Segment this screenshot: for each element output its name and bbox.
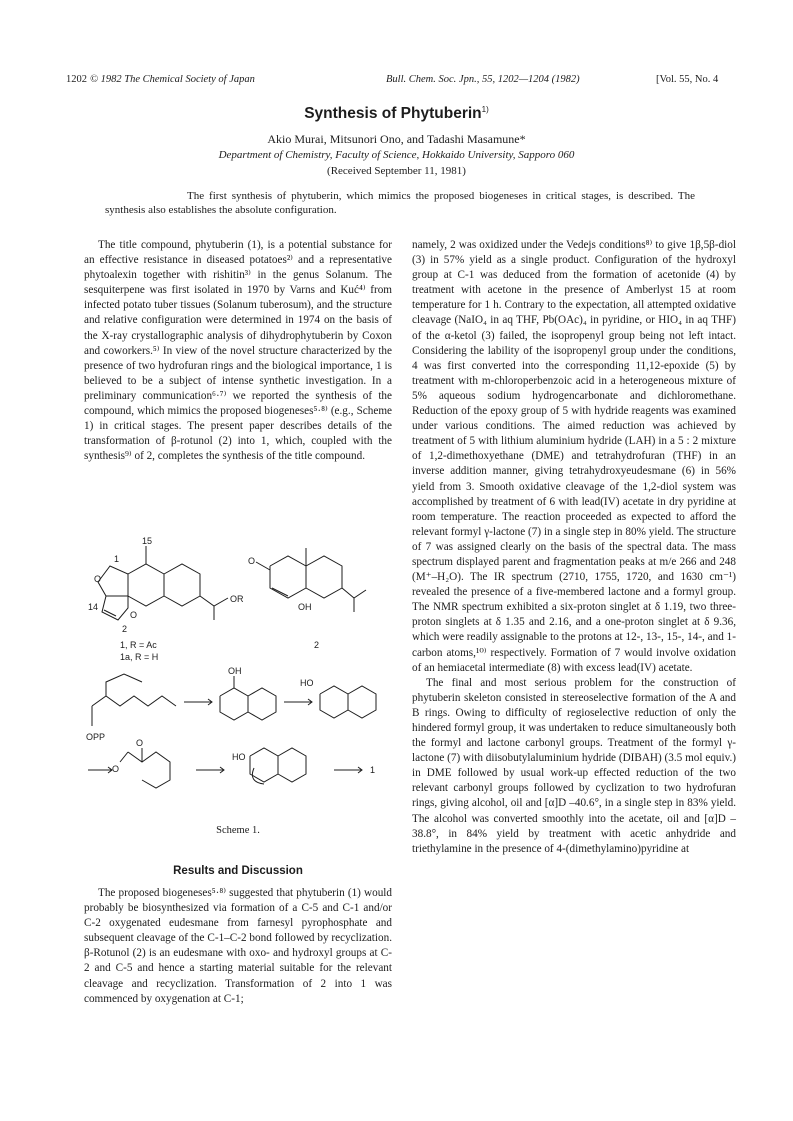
- label-o-ketone: O: [248, 556, 256, 566]
- title-footnote-marker: 1): [481, 105, 489, 114]
- paper-title: [0, 105, 793, 123]
- label-compound-2: 2: [314, 640, 320, 650]
- label-c1: 1: [114, 554, 120, 564]
- label-ho-cyclization: HO: [232, 752, 246, 762]
- scheme-caption: Scheme 1.: [216, 825, 260, 836]
- right-paragraph-2: The final and most serious problem for the construction of phytuberin skeleton consisted in stereoselective formation of the A and B rings. Owing to difficulty of regioselective reduction of only the hindered formyl group, it was undertaken to reduce simultaneously both the formyl and lactone carbonyl groups. Treatment of the formyl γ-lactone (7) with diisobutylaluminium hydride (DIBAH) (3.5 mol equiv.) in DME followed by usual work-up effected reduction of the two relevant carbonyl groups followed by cyclization to two hydrofuran rings, giving alcohol, oil and [α]D –40.6°, in a single step in 83% yield. The alcohol was converted smoothly into the acetate, oil and [α]D –38.8°, in 84% yield by treatment with acetic anhydride and triethylamine in the presence of 4-(dimethylamino)pyridine at: [412, 676, 736, 855]
- eudesmane-intermediate-1: [220, 676, 276, 720]
- right-column: [412, 238, 736, 857]
- label-o-ring-2: O: [130, 610, 138, 620]
- page-number: 1202: [66, 74, 87, 85]
- intro-paragraph: The title compound, phytuberin (1), is a potential substance for an effective resistance in diseased potatoes²⁾ and a representative phytoalexin together with rishitin³⁾ in the genus Solanum. The sesquiterpene was first isolated in 1970 by Varns and Kuć⁴⁾ from infected potato tuber tissues (Solanum tuberosum), and the structure and relative configuration were determined in 1974 on the basis of the X-ray crystallographic analysis of dihydrophytuberin by Coxon and coworkers.⁵⁾ In view of the novel structure characterized by the presence of two hydrofuran rings and the biological importance, 1 is believed to be a subject of intense synthetic investigation. In a preliminary communication⁶·⁷⁾ we reported the synthesis of the compound, which mimics the proposed biogeneses⁵·⁸⁾ (e.g., Scheme 1) in critical stages. The present paper describes details of the transformation of β-rotunol (2) into 1, which, coupled with the synthesis⁹⁾ of 2, completes the synthesis of the title compound.: [84, 239, 392, 463]
- received-date: (Received September 11, 1981): [327, 165, 466, 177]
- running-header: [66, 74, 766, 90]
- label-c14: 14: [88, 602, 99, 612]
- label-final-product: 1: [370, 765, 376, 775]
- scheme-structures: [84, 536, 392, 826]
- section-heading-results: Results and Discussion: [173, 865, 303, 877]
- label-compound-1a: 1a, R = H: [120, 652, 159, 662]
- seco-aldehyde-structure: [120, 748, 170, 788]
- label-oh-2: OH: [298, 602, 312, 612]
- label-c15: 15: [142, 536, 153, 546]
- right-paragraph-1: namely, 2 was oxidized under the Vedejs conditions⁸⁾ to give 1β,5β-diol (3) in 57% yield as a single product. Configuration of the hydroxyl group at C-1 was deduced from the formation of acetonide (4) by treatment with acetone in the presence of Amberlyst 15 at room temperature for 1 h. Contrary to the expectation, all attempted oxidative cleavage (NaIO₄ in aq THF, Pb(OAc)₄ in pyridine, or HIO₄ in aq THF) of the α-ketol (3) failed, the isopropenyl group being not left intact. Considering the lability of the isopropenyl group under the conditions, 4 was first converted into the corresponding 11,12-epoxide (5) by treatment with m-chloroperbenzoic acid in a heterogeneous mixture of 5% aqueous sodium hydrogencarbonate and dichloromethane. Reduction of the epoxy group of 5 with hydride reagents was examined under various conditions. The aimed reduction was achieved by treatment of 5 with lithium aluminium hydride (LAH) in a 5 : 2 mixture of 1,2-dimethoxyethane (DME) and tetrahydrofuran (THF) in an inverse addition manner, giving tetrahydroxyeudesmane (6) in 56% yield from 3. Smooth oxidative cleavage of the 1,2-diol system was accomplished by treatment of 6 with lead(IV) acetate in dry pyridine at room temperature. The reaction proceeded as expected to afford the relevant formyl γ-lactone (7) in a single step in 80% yield. The structure of 7 was assigned clearly on the basis of the spectral data. The mass spectrum displayed parent and fragmentation peaks at m/e 266 and 248 (M⁺–H₂O). The IR spectrum (2710, 1755, 1720, and 1630 cm⁻¹) revealed the presence of a five-membered lactone and a formyl group. The NMR spectrum exhibited a six-proton singlet at δ 1.19, two three-proton singlets at δ 1.35 and 2.16, and a one-proton singlet at δ 9.36, which were readily assignable to the protons at 12-, 13-, 15-, 14-, and 1-carbon atoms,¹⁰⁾ respectively. Formation of 7 would involve oxidation of an hemiacetal intermediate (8) with excess lead(IV) acetate.: [412, 239, 736, 674]
- volume-info: [Vol. 55, No. 4: [656, 74, 719, 85]
- label-compound-1: 1, R = Ac: [120, 640, 157, 650]
- results-paragraph: The proposed biogeneses⁵·⁸⁾ suggested that phytuberin (1) would probably be biosynthesized via formation of a C-5 and C-1 and/or C-2 oxygenated eudesmane from farnesyl pyrophosphate and subsequent cleavage of the C-1–C-2 bond followed by recyclization. β-Rotunol (2) is an eudesmane with oxo- and hydroxyl groups at C-2 and C-5 and hence a starting material suitable for the relevant cleavage and recyclization. Transformation of 2 into 1 was commenced by oxygenation at C-1;: [84, 887, 392, 1005]
- cyclization-intermediate: [250, 748, 306, 784]
- label-oh-intermediate: OH: [228, 666, 242, 676]
- label-c2: 2: [122, 624, 128, 634]
- label-o-aldehyde-2: O: [112, 764, 120, 774]
- label-opp: OPP: [86, 732, 106, 742]
- eudesmane-intermediate-2: [320, 686, 376, 718]
- label-o-ring-1: O: [94, 574, 102, 584]
- affiliation: Department of Chemistry, Faculty of Science, Hokkaido University, Sapporo 060: [218, 149, 575, 161]
- label-ho-intermediate: HO: [300, 678, 314, 688]
- label-or: OR: [230, 594, 244, 604]
- title-text: Synthesis of Phytuberin: [304, 105, 482, 123]
- journal-reference: Bull. Chem. Soc. Jpn., 55, 1202—1204 (1982): [386, 74, 580, 85]
- scheme-1-figure: [84, 536, 392, 852]
- label-o-aldehyde-1: O: [136, 738, 144, 748]
- abstract: The first synthesis of phytuberin, which mimics the proposed biogeneses in critical stages, is described. The synthesis also establishes the absolute configuration.: [105, 190, 695, 216]
- farnesyl-structure: [92, 674, 176, 726]
- copyright-line: © 1982 The Chemical Society of Japan: [90, 74, 255, 85]
- author-list: Akio Murai, Mitsunori Ono, and Tadashi Masamune*: [267, 132, 526, 146]
